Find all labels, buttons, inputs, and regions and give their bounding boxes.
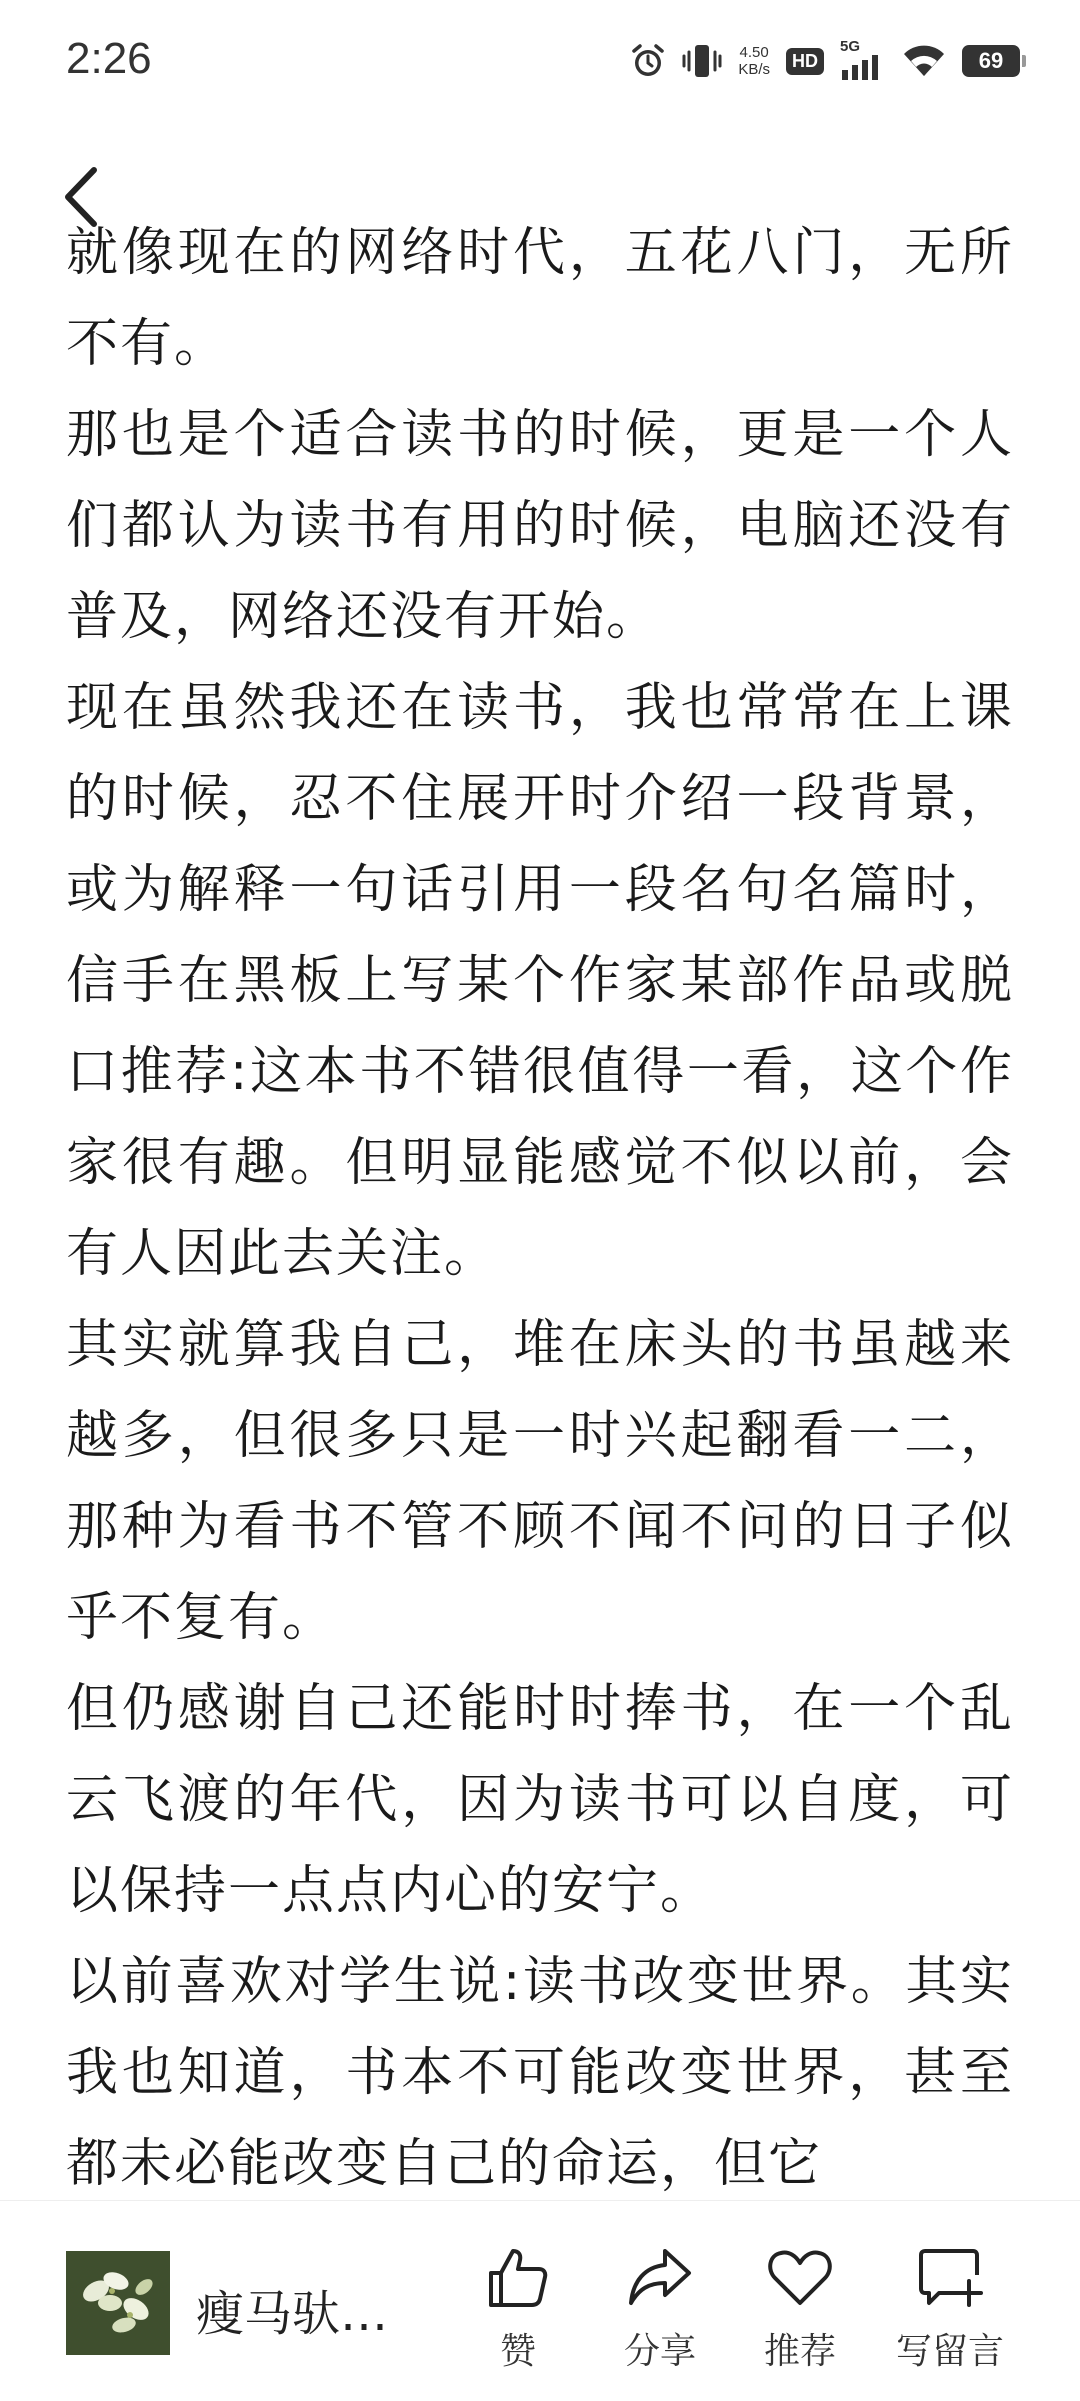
network-speed [738,44,770,78]
recommend-label: 推荐 [763,2331,836,2372]
thumbs-up-icon [485,2245,551,2311]
article-body [66,208,1014,2210]
write-comment-button[interactable] [880,2245,1020,2375]
heart-icon [767,2245,833,2311]
vibrate-icon [682,42,722,80]
signal-type-label: 5G [840,38,861,55]
like-button[interactable] [448,2245,588,2375]
battery-level: 69 [978,48,1004,73]
share-label: 分享 [623,2331,696,2372]
share-arrow-icon [627,2245,693,2311]
author-avatar[interactable] [66,2251,170,2355]
comment-add-icon [917,2245,983,2311]
alarm-icon [630,43,666,79]
orchid-flower-icon [66,2251,170,2355]
article-paragraph: 就像现在的网络时代，五花八门，无所不有。 [66,223,1014,374]
signal-bars-icon [840,40,886,82]
article-paragraph: 但仍感谢自己还能时时捧书，在一个乱云飞渡的年代，因为读书可以自度，可以保持一点点内心的安宁。 [66,1679,1014,1921]
status-time: 2:26 [66,34,152,83]
wifi-icon [902,43,946,79]
article-paragraph: 现在虽然我还在读书，我也常常在上课的时候，忍不住展开时介绍一段背景，或为解释一句话引用一段名句名篇时，信手在黑板上写某个作家某部作品或脱口推荐:这本书不错很值得一看，这个作家很有趣。但明显能感觉不似以前，会有人因此去关注。 [66,678,1014,1284]
write-comment-label: 写留言 [895,2331,1004,2372]
article-paragraph: 那也是个适合读书的时候，更是一个人们都认为读书有用的时候，电脑还没有普及，网络还没有开始。 [66,405,1014,647]
status-bar [0,0,1080,120]
share-button[interactable] [590,2245,730,2375]
like-label: 赞 [499,2331,536,2372]
article-paragraph: 以前喜欢对学生说:读书改变世界。其实我也知道，书本不可能改变世界，甚至都未必能改变自己的命运，但它 [66,1952,1014,2194]
cellular-signal [840,40,886,82]
article-viewport[interactable] [0,223,1080,2200]
battery-icon [962,45,1020,77]
recommend-button[interactable] [730,2245,870,2375]
hd-badge: HD [786,48,824,75]
network-speed-value: 4.50 [739,44,769,61]
bottom-action-bar [0,2200,1080,2401]
status-icons [630,36,1020,86]
author-name[interactable]: 瘦马驮… [196,2286,389,2342]
article-paragraph: 其实就算我自己，堆在床头的书虽越来越多，但很多只是一时兴起翻看一二，那种为看书不管不顾不闻不问的日子似乎不复有。 [66,1315,1014,1648]
network-speed-unit: KB/s [738,61,770,78]
